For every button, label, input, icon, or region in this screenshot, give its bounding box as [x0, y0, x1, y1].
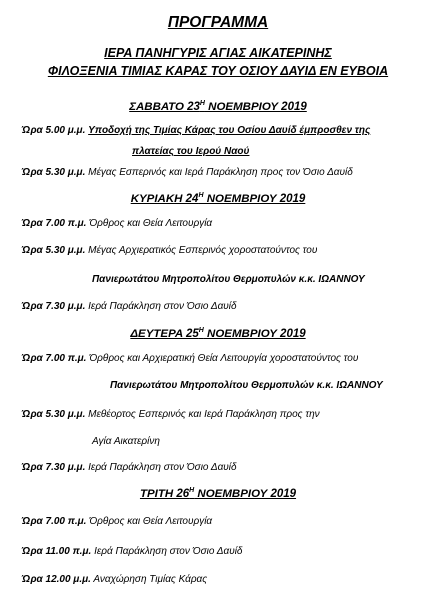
event-text: Όρθρος και Θεία Λειτουργία	[89, 218, 213, 229]
day-heading-sunday: ΚΥΡΙΑΚΗ $24^H$ ΝΟΕΜΒΡΙΟΥ 2019	[130, 192, 306, 205]
event-row	[22, 353, 432, 364]
event-row	[22, 516, 432, 527]
event-time: Ώρα 7.00 π.μ.	[22, 353, 87, 364]
event-text-continued: Πανιερωτάτου Μητροπολίτου Θερμοπυλών κ.κ. ΙΩΑΝΝΟΥ	[92, 274, 365, 285]
event-time: Ώρα 7.00 π.μ.	[22, 516, 87, 527]
event-text: Μεθέορτος Εσπερινός και Ιερά Παράκληση προς την	[88, 409, 320, 420]
event-text: Ιερά Παράκληση στον Όσιο Δαυίδ	[94, 546, 243, 557]
event-time: Ώρα 7.30 μ.μ.	[22, 462, 86, 473]
event-time: Ώρα 12.00 μ.μ.	[22, 574, 91, 585]
event-text: Μέγας Εσπερινός και Ιερά Παράκληση προς τον Όσιο Δαυίδ	[88, 167, 353, 178]
page-title: ΠΡΟΓΡΑΜΜΑ	[167, 14, 269, 31]
event-time: Ώρα 7.00 π.μ.	[22, 218, 87, 229]
event-text: Ιερά Παράκληση στον Όσιο Δαυίδ	[88, 301, 237, 312]
event-row	[22, 245, 432, 256]
event-text: Υποδοχή της Τιμίας Κάρας του Οσίου Δαυίδ έμπροσθεν της	[88, 125, 371, 136]
event-text: Μέγας Αρχιερατικός Εσπερινός χοροστατούντος του	[88, 245, 318, 256]
event-time: Ώρα 5.30 μ.μ.	[22, 245, 86, 256]
event-text-continued: πλατείας του Ιερού Ναού	[132, 146, 250, 157]
event-row	[22, 546, 432, 557]
event-text: Αναχώρηση Τιμίας Κάρας	[93, 574, 208, 585]
event-text: Όρθρος και Αρχιερατική Θεία Λειτουργία χοροστατούντος του	[89, 353, 359, 364]
event-time: Ώρα 5.00 μ.μ.	[22, 125, 86, 136]
event-row	[22, 218, 432, 229]
event-row	[22, 574, 432, 585]
day-heading-tuesday: ΤΡΙΤΗ $26^H$ ΝΟΕΜΒΡΙΟΥ 2019	[139, 487, 297, 500]
festival-subtitle: ΙΕΡΑ ΠΑΝΗΓΥΡΙΣ ΑΓΙΑΣ ΑΙΚΑΤΕΡΙΝΗΣ	[104, 46, 332, 60]
event-text: Όρθρος και Θεία Λειτουργία	[89, 516, 213, 527]
day-heading-monday: ΔΕΥΤΕΡΑ $25^H$ ΝΟΕΜΒΡΙΟΥ 2019	[130, 327, 306, 340]
event-time: Ώρα 11.00 π.μ.	[22, 546, 92, 557]
relic-subtitle: ΦΙΛΟΞΕΝΙΑ ΤΙΜΙΑΣ ΚΑΡΑΣ ΤΟΥ ΟΣΙΟΥ ΔΑΥΙΔ ΕΝ ΕΥΒΟΙΑ	[47, 64, 389, 78]
event-time: Ώρα 5.30 μ.μ.	[22, 167, 86, 178]
event-text-continued: Πανιερωτάτου Μητροπολίτου Θερμοπυλών κ.κ. ΙΩΑΝΝΟΥ	[110, 380, 383, 391]
event-row	[22, 125, 432, 136]
event-time: Ώρα 7.30 μ.μ.	[22, 301, 86, 312]
event-time: Ώρα 5.30 μ.μ.	[22, 409, 86, 420]
event-row	[22, 409, 432, 420]
event-row	[22, 462, 432, 473]
event-row	[22, 301, 432, 312]
event-text-continued: Αγία Αικατερίνη	[92, 436, 160, 447]
event-text: Ιερά Παράκληση στον Όσιο Δαυίδ	[88, 462, 237, 473]
day-heading-saturday: ΣΑΒΒΑΤΟ $23^H$ ΝΟΕΜΒΡΙΟΥ 2019	[129, 100, 307, 113]
event-row	[22, 167, 432, 178]
